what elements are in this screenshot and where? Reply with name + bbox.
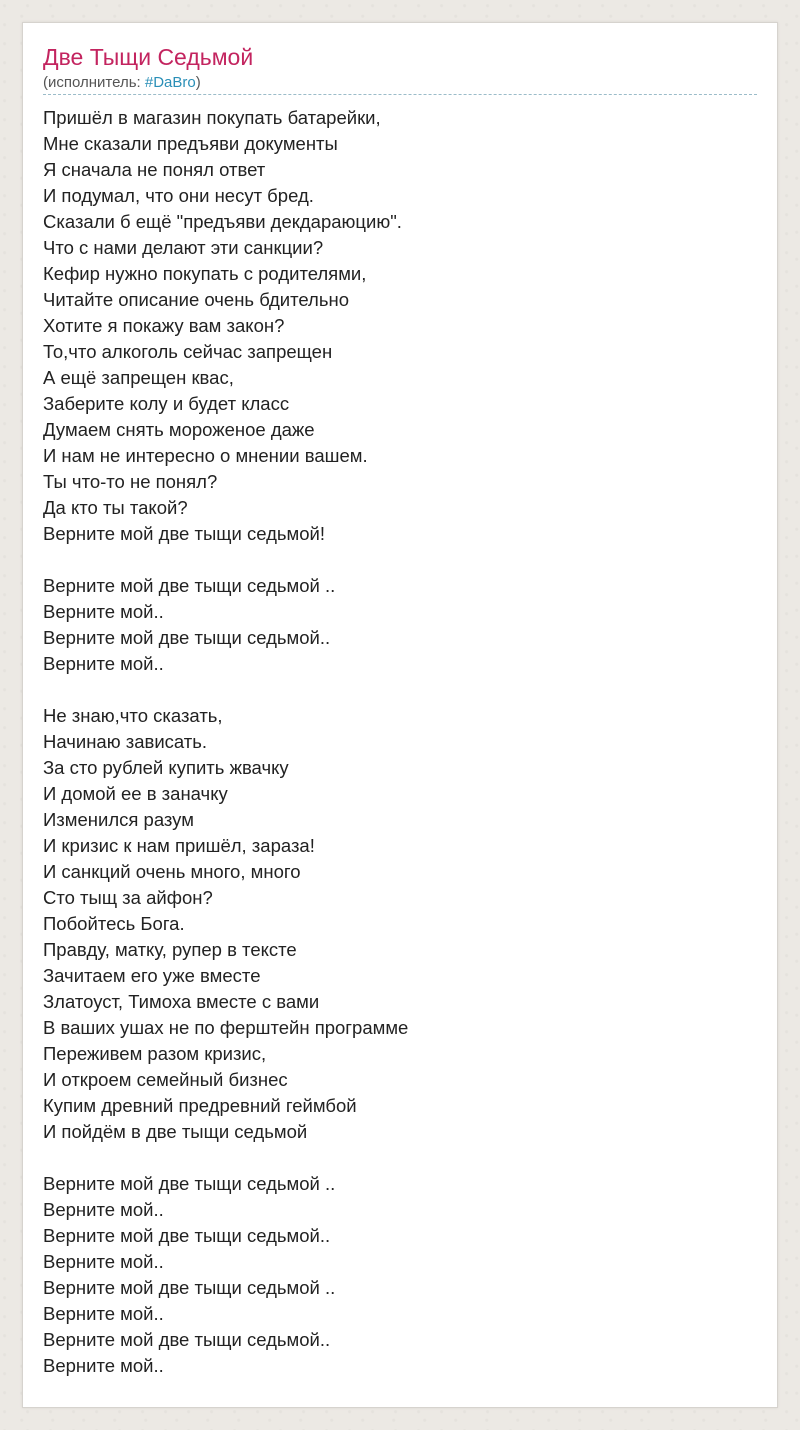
lyric-line: Сто тыщ за айфон?	[43, 887, 213, 908]
lyric-line: Сказали б ещё "предъяви декдараюцию".	[43, 211, 402, 232]
lyric-line: Ты что-то не понял?	[43, 471, 218, 492]
lyric-line: Думаем снять мороженое даже	[43, 419, 315, 440]
lyric-line: Мне сказали предъяви документы	[43, 133, 338, 154]
lyrics-card	[22, 22, 778, 1408]
lyric-line: Верните мой две тыщи седьмой..	[43, 1225, 331, 1246]
artist-link[interactable]: #DaBro	[144, 74, 196, 91]
lyric-line: То,что алкоголь сейчас запрещен	[43, 341, 333, 362]
lyric-line: За сто рублей купить жвачку	[43, 757, 289, 778]
lyric-line: Пришёл в магазин покупать батарейки,	[43, 107, 381, 128]
stanza-break	[43, 547, 757, 573]
lyric-line: И домой ее в заначку	[43, 783, 228, 804]
lyric-line: А ещё запрещен квас,	[43, 367, 234, 388]
lyric-line: Верните мой две тыщи седьмой ..	[43, 1277, 336, 1298]
lyric-line: Верните мой две тыщи седьмой..	[43, 627, 331, 648]
lyric-line: Правду, матку, рупер в тексте	[43, 939, 297, 960]
lyric-line: И пойдём в две тыщи седьмой	[43, 1121, 308, 1142]
stanza-break	[43, 1145, 757, 1171]
lyric-line: Златоуст, Тимоха вместе с вами	[43, 991, 320, 1012]
lyric-line: Верните мой..	[43, 1303, 164, 1324]
song-title: Две Тыщи Седьмой	[43, 44, 254, 70]
lyric-line: Верните мой..	[43, 1355, 164, 1376]
lyric-line: Купим древний предревний геймбой	[43, 1095, 357, 1116]
lyric-line: И подумал, что они несут бред.	[43, 185, 314, 206]
lyric-line: Зачитаем его уже вместе	[43, 965, 261, 986]
lyric-line: Заберите колу и будет класс	[43, 393, 290, 414]
lyric-line: Кефир нужно покупать с родителями,	[43, 263, 367, 284]
lyric-line: Побойтесь Бога.	[43, 913, 185, 934]
artist-prefix: (исполнитель:	[43, 74, 145, 91]
lyric-line: Не знаю,что сказать,	[43, 705, 223, 726]
lyric-line: Верните мой две тыщи седьмой ..	[43, 1173, 336, 1194]
lyric-line: И кризис к нам пришёл, зараза!	[43, 835, 315, 856]
stanza-break	[43, 677, 757, 703]
lyric-line: И нам не интересно о мнении вашем.	[43, 445, 368, 466]
lyric-line: Начинаю зависать.	[43, 731, 208, 752]
lyric-line: Верните мой две тыщи седьмой ..	[43, 575, 336, 596]
lyric-line: И откроем семейный бизнес	[43, 1069, 288, 1090]
lyric-line: Что с нами делают эти санкции?	[43, 237, 324, 258]
lyric-line: Верните мой..	[43, 653, 164, 674]
lyric-line: Переживем разом кризис,	[43, 1043, 267, 1064]
lyric-line: В ваших ушах не по ферштейн программе	[43, 1017, 409, 1038]
lyric-line: Изменился разум	[43, 809, 194, 830]
lyric-line: Я сначала не понял ответ	[43, 159, 266, 180]
lyrics-text	[43, 105, 757, 1379]
lyric-line: И санкций очень много, много	[43, 861, 301, 882]
lyric-line: Да кто ты такой?	[43, 497, 188, 518]
lyric-line: Хотите я покажу вам закон?	[43, 315, 285, 336]
lyric-line: Читайте описание очень бдительно	[43, 289, 349, 310]
lyric-line: Верните мой две тыщи седьмой..	[43, 1329, 331, 1350]
lyric-line: Верните мой две тыщи седьмой!	[43, 523, 325, 544]
lyric-line: Верните мой..	[43, 1199, 164, 1220]
artist-line	[43, 73, 757, 95]
artist-suffix: )	[195, 74, 201, 91]
lyric-line: Верните мой..	[43, 601, 164, 622]
lyric-line: Верните мой..	[43, 1251, 164, 1272]
